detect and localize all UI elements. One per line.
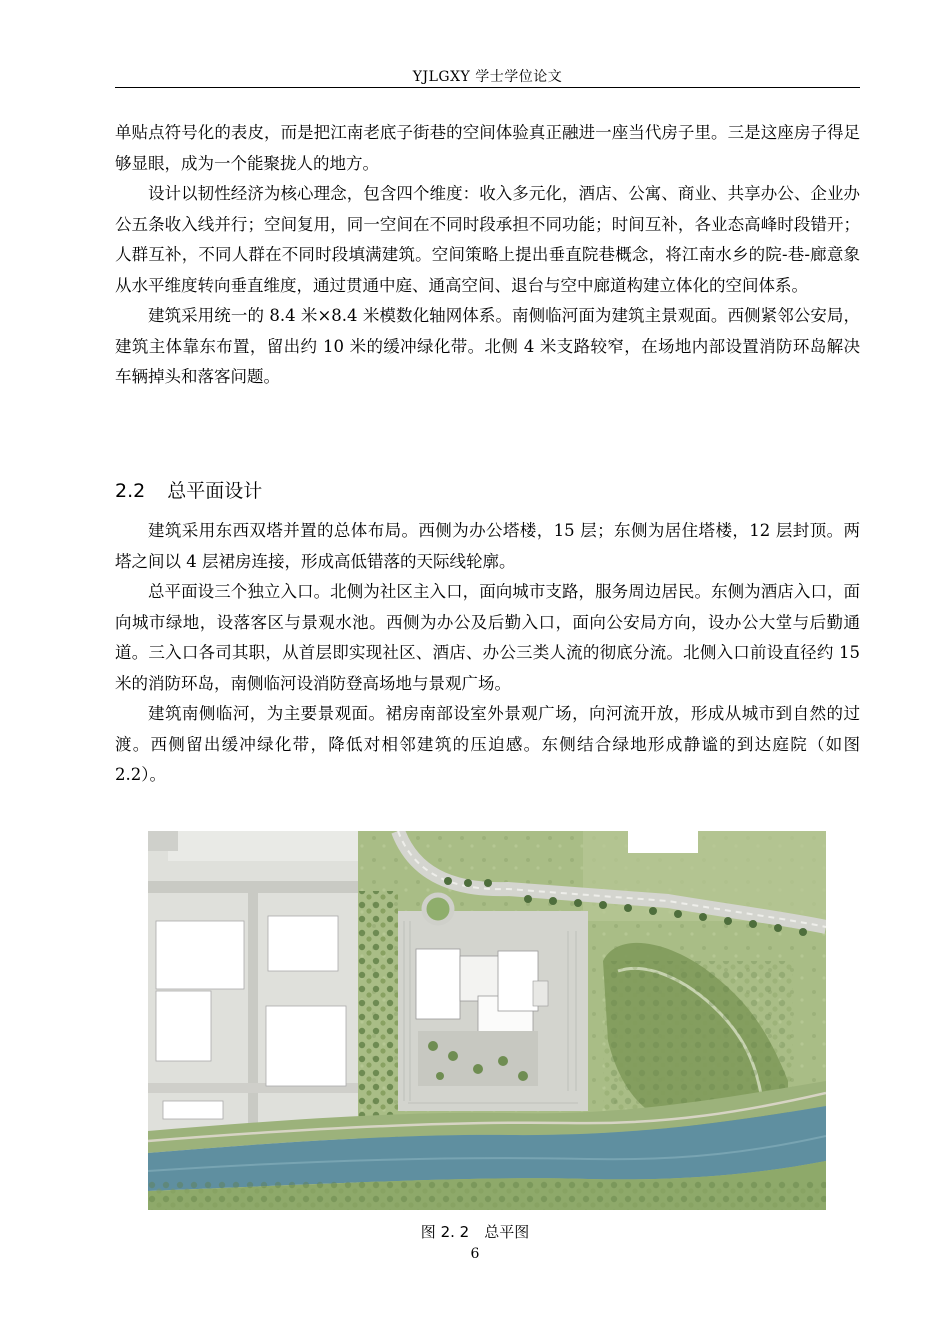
paragraph: 建筑采用东西双塔并置的总体布局。西侧为办公塔楼，15 层；东侧为居住塔楼，12 层封顶。两塔之间以 4 层裙房连接，形成高低错落的天际线轮廓。 <box>115 521 860 571</box>
paragraph: 建筑采用统一的 8.4 米×8.4 米模数化轴网体系。南侧临河面为建筑主景观面。西侧紧邻公安局，建筑主体靠东布置，留出约 10 米的缓冲绿化带。北侧 4 米支路较窄，在场地内部设置消防环岛解决车辆掉头和落客问题。 <box>115 306 860 386</box>
neighbor-building <box>268 916 338 971</box>
residential-tower <box>498 951 538 1011</box>
section-title: 总平面设计 <box>167 480 263 502</box>
office-tower <box>416 949 460 1019</box>
header-rule <box>115 87 860 88</box>
neighbor-building <box>266 1006 346 1086</box>
neighbor-building <box>163 1101 223 1119</box>
paragraph: 建筑南侧临河，为主要景观面。裙房南部设室外景观广场，向河流开放，形成从城市到自然的过渡。西侧留出缓冲绿化带，降低对相邻建筑的压迫感。东侧结合绿地形成静谧的到达庭院（如图 2.2）。 <box>115 704 860 784</box>
figure-caption: 图 2. 2 总平图 <box>420 1223 530 1241</box>
paragraph: 单贴点符号化的表皮，而是把江南老底子街巷的空间体验真正融进一座当代房子里。三是这座房子得足够显眼，成为一个能聚拢人的地方。 <box>115 123 860 173</box>
site-plan-image <box>148 831 826 1210</box>
neighbor-building <box>156 991 211 1061</box>
section-heading <box>115 476 262 503</box>
site-plan-figure <box>148 831 826 1210</box>
text-block-1 <box>115 118 860 393</box>
neighbor-building <box>156 921 244 989</box>
podium <box>460 956 500 1001</box>
page-number: 6 <box>470 1246 480 1262</box>
section-number: 2.2 <box>115 480 146 502</box>
text-block-2 <box>115 516 860 791</box>
running-header: YJLGXY 学士学位论文 <box>412 69 563 85</box>
paragraph: 设计以韧性经济为核心理念，包含四个维度：收入多元化，酒店、公寓、商业、共享办公、企业办公五条收入线并行；空间复用，同一空间在不同时段承担不同功能；时间互补，各业态高峰时段错开；人群互补，不同人群在不同时段填满建筑。空间策略上提出垂直院巷概念，将江南水乡的院-巷-廊意象从水平维度转向垂直维度，通过贯通中庭、通高空间、退台与空中廊道构建立体化的空间体系。 <box>115 184 860 295</box>
fire-roundabout <box>424 895 452 923</box>
paragraph: 总平面设三个独立入口。北侧为社区主入口，面向城市支路，服务周边居民。东侧为酒店入口，面向城市绿地，设落客区与景观水池。西侧为办公及后勤入口，面向公安局方向，设办公大堂与后勤通道。三入口各司其职，从首层即实现社区、酒店、办公三类人流的彻底分流。北侧入口前设直径约 15 米的消防环岛，南侧临河设消防登高场地与景观广场。 <box>115 582 860 693</box>
